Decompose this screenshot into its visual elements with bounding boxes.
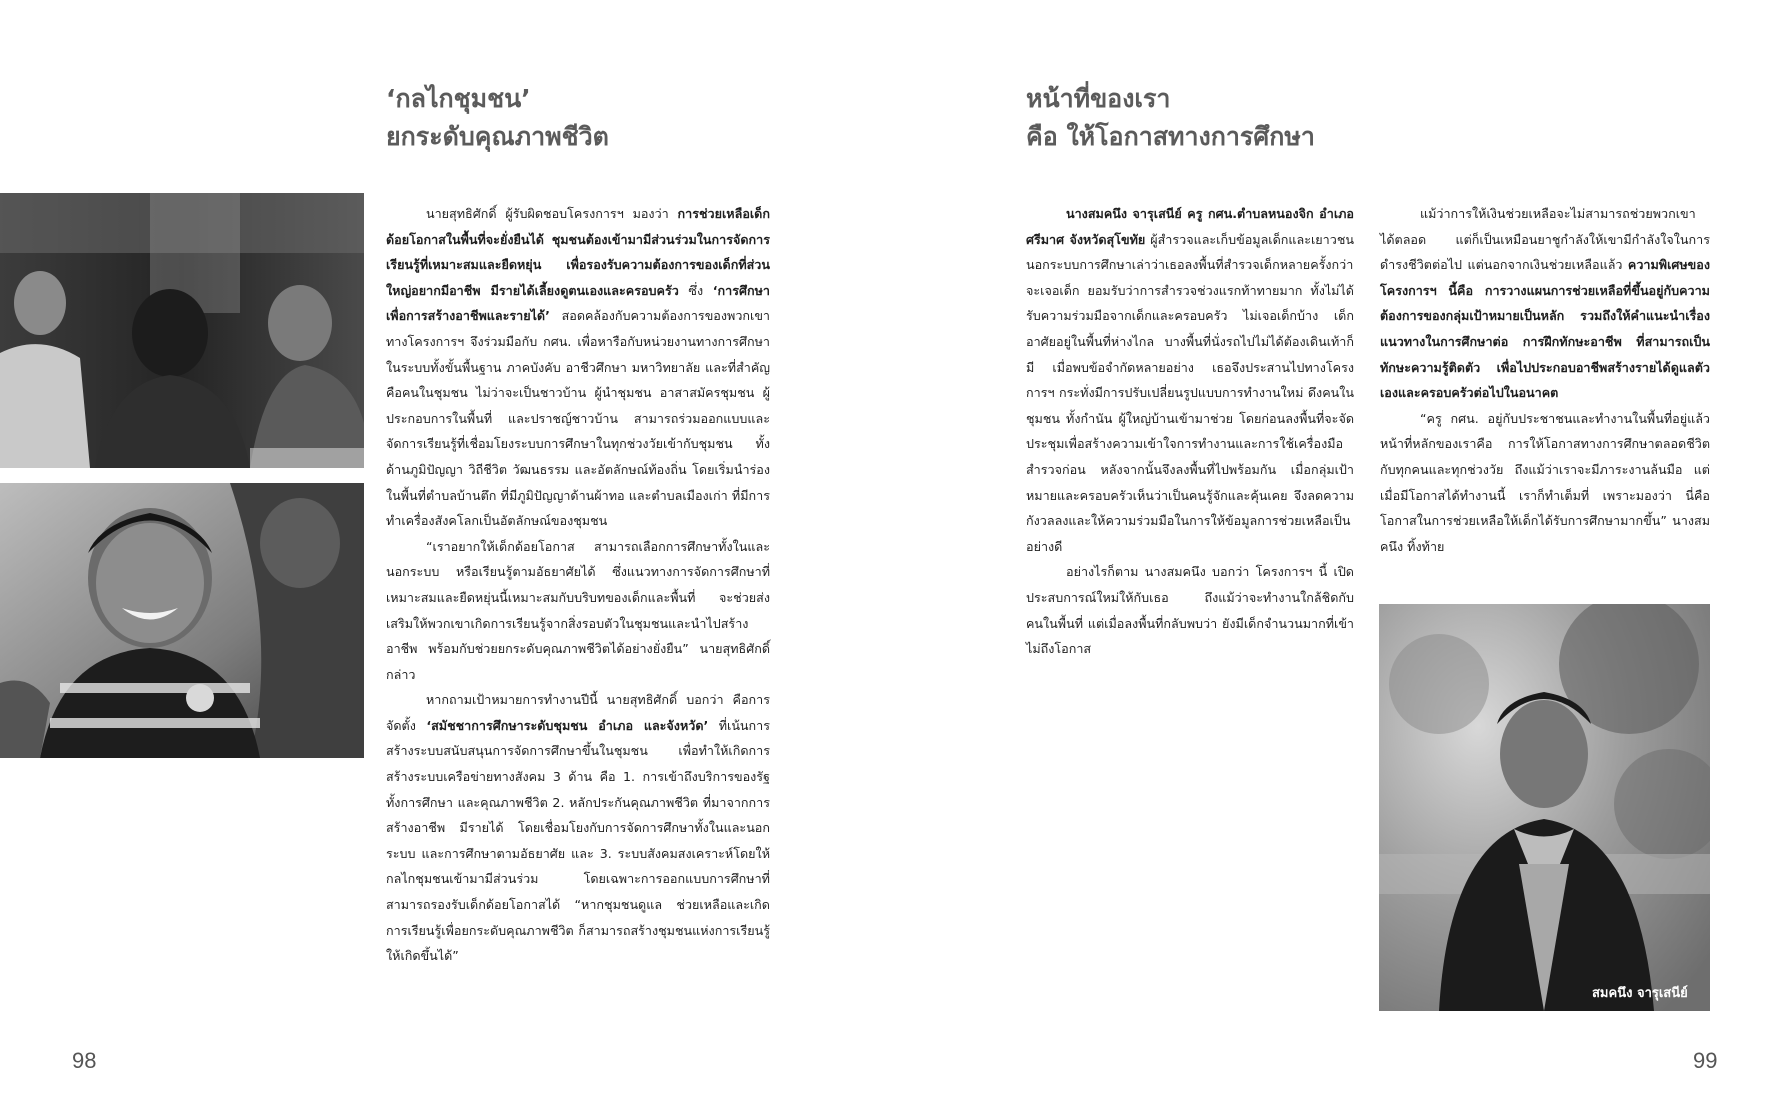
right-col2-paragraph-1	[1380, 201, 1710, 406]
bold-text-run: นางสมคนึง จารุเสนีย์ ครู กศน.ตำบลหนองจิก อำเภอศรีมาศ จังหวัดสุโขทัย	[1026, 206, 1354, 247]
text-run: หากถามเป้าหมายการทำงานปีนี้ นายสุทธิศักดิ์ บอกว่า คือการจัดตั้ง	[386, 692, 770, 733]
text-run: ที่เน้นการสร้างระบบสนับสนุนการจัดการศึกษาขึ้นในชุมชน เพื่อทำให้เกิดการสร้างระบบเครือข่ายทางสังคม 3 ด้าน คือ 1. การเข้าถึงบริการของรัฐ ทั้งการศึกษา และคุณภาพชีวิต 2. หลักประกันคุณภาพชีวิต ที่มาจากการสร้างอาชีพ มีรายได้ โดยเชื่อมโยงกับการจัดการศึกษาทั้งในและนอกระบบ และการศึกษาตามอัธยาศัย และ 3. ระบบสังคมสงเคราะห์โดยให้กลไกชุมชนเข้ามามีส่วนร่วม โดยเฉพาะการออกแบบการศึกษาที่สามารถรองรับเด็กด้อยโอกาสได้ “หากชุมชนดูแล ช่วยเหลือและเกิดการเรียนรู้เพื่อยกระดับคุณภาพชีวิต ก็สามารถสร้างชุมชนแห่งการเรียนรู้ให้เกิดขึ้นได้”	[386, 717, 771, 964]
right-body-column-2	[1380, 201, 1710, 559]
bold-text-run: ‘การศึกษาเพื่อการสร้างอาชีพและรายได้’	[386, 282, 770, 324]
bold-text-run: ความพิเศษของโครงการฯ นี้คือ การวางแผนการช่วยเหลือที่ขึ้นอยู่กับความต้องการของกลุ่มเป้าหมายเป็นหลัก รวมถึงให้คำแนะนำเรื่องแนวทางในการศึกษาต่อ การฝึกทักษะอาชีพ ที่สามารถเป็นทักษะความรู้ติดตัว เพื่อไปประกอบอาชีพสร้างรายได้ดูแลตัวเองและครอบครัวต่อไปในอนาคต	[1380, 257, 1710, 401]
portrait-caption: สมคนึง จารุเสนีย์	[1592, 986, 1688, 1001]
text-run: ผู้สำรวจและเก็บข้อมูลเด็กและเยาวชนนอกระบบการศึกษาเล่าว่าเธอลงพื้นที่สำรวจเด็กหลายครั้งกว่าจะเจอเด็ก ยอมรับว่าการสำรวจช่วงแรกท้าทายมาก ทั้งไม่ได้รับความร่วมมือจากเด็กและครอบครัว ไม่เจอเด็กบ้าง เด็กอาศัยอยู่ในพื้นที่ห่างไกล บางพื้นที่นั่งรถไปไม่ได้ต้องเดินเท้าก็มี เมื่อพบข้อจำกัดหลายอย่าง เธอจึงประสานไปทางโครงการฯ กระทั่งมีการปรับเปลี่ยนรูปแบบการทำงานใหม่ ดึงคนในชุมชน ทั้งกำนัน ผู้ใหญ่บ้านเข้ามาช่วย โดยก่อนลงพื้นที่จะจัดประชุมเพื่อสร้างความเข้าใจการทำงานและการใช้เครื่องมือสำรวจก่อน หลังจากนั้นจึงลงพื้นที่ไปพร้อมกัน เมื่อกลุ่มเป้าหมายและครอบครัวเห็นว่าเป็นคนรู้จักและคุ้นเคย จึงลดความกังวลลงและให้ความร่วมมือในการให้ข้อมูลการช่วยเหลือเป็นอย่างดี	[1026, 231, 1354, 554]
teacher-portrait-photo	[1379, 604, 1710, 1011]
text-run: ซึ่ง	[678, 282, 713, 298]
text-run: “ครู กศน. อยู่กับประชาชนและทำงานในพื้นที่อยู่แล้ว หน้าที่หลักของเราคือ การให้โอกาสทางการศึกษาตลอดชีวิตกับทุกคนและทุกช่วงวัย ถึงแม้ว่าเราจะมีภาระงานล้นมือ แต่เมื่อมีโอกาสได้ทำงานนี้ เราก็ทำเต็มที่ เพราะมองว่า นี่คือโอกาสในการช่วยเหลือให้เด็กได้รับการศึกษามากขึ้น” นางสมคนึง ทิ้งท้าย	[1380, 410, 1710, 554]
left-headline-line-2: ยกระดับคุณภาพชีวิต	[386, 122, 609, 151]
right-headline	[1026, 80, 1315, 156]
text-run: อย่างไรก็ตาม นางสมคนึง บอกว่า โครงการฯ นี้ เปิดประสบการณ์ใหม่ให้กับเธอ ถึงแม้ว่าจะทำงานใกล้ชิดกับคนในพื้นที่ แต่เมื่อลงพื้นที่กลับพบว่า ยังมีเด็กจำนวนมากที่เข้าไม่ถึงโอกาส	[1026, 564, 1354, 657]
text-run: สอดคล้องกับความต้องการของพวกเขา ทางโครงการฯ จึงร่วมมือกับ กศน. เพื่อหารือกับหน่วยงานทางการศึกษาในระบบทั้งขั้นพื้นฐาน ภาคบังคับ อาชีวศึกษา มหาวิทยาลัย และที่สำคัญคือคนในชุมชน ไม่ว่าจะเป็นชาวบ้าน ผู้นำชุมชน อาสาสมัครชุมชน ผู้ประกอบการในพื้นที่ และปราชญ์ชาวบ้าน สามารถร่วมออกแบบและจัดการเรียนรู้ที่เชื่อมโยงระบบการศึกษาในทุกช่วงวัยเข้ากับชุมชน ทั้งด้านภูมิปัญญา วิถีชีวิต วัฒนธรรม และอัตลักษณ์ท้องถิ่น โดยเริ่มนำร่องในพื้นที่ตำบลบ้านตึก ที่มีภูมิปัญญาด้านผ้าทอ และตำบลเมืองเก่า ที่มีการทำเครื่องสังคโลกเป็นอัตลักษณ์ของชุมชน	[386, 308, 770, 529]
left-body-column	[386, 201, 770, 969]
right-page-number: 99	[1693, 1048, 1718, 1073]
left-paragraph-2	[386, 534, 770, 688]
bold-text-run: การช่วยเหลือเด็กด้อยโอกาสในพื้นที่จะยั่งยืนได้ ชุมชนต้องเข้ามามีส่วนร่วมในการจัดการเรียนรู้ที่เหมาะสมและยืดหยุ่น เพื่อรองรับความต้องการของเด็กที่ส่วนใหญ่อยากมีอาชีพ มีรายได้เลี้ยงดูตนเองและครอบครัว	[386, 206, 770, 298]
community-group-photo	[0, 193, 364, 468]
bold-text-run: ‘สมัชชาการศึกษาระดับชุมชน อำเภอ และจังหวัด’	[426, 717, 709, 733]
smiling-boy-photo	[0, 483, 364, 758]
left-page-number: 98	[72, 1048, 97, 1073]
right-body-column-1	[1026, 201, 1354, 662]
left-headline	[386, 80, 609, 156]
right-col1-paragraph-1	[1026, 201, 1354, 559]
left-paragraph-3	[386, 687, 770, 969]
right-col2-paragraph-2	[1380, 406, 1710, 560]
text-run: นายสุทธิศักดิ์ ผู้รับผิดชอบโครงการฯ มองว่า	[426, 206, 678, 221]
left-paragraph-1	[386, 201, 770, 534]
left-headline-line-1: ‘กลไกชุมชน’	[386, 84, 531, 113]
text-run: แม้ว่าการให้เงินช่วยเหลือจะไม่สามารถช่วยพวกเขาได้ตลอด แต่ก็เป็นเหมือนยาชูกำลังให้เขามีกำลังใจในการดำรงชีวิตต่อไป แต่นอกจากเงินช่วยเหลือแล้ว	[1380, 206, 1710, 273]
right-col1-paragraph-2	[1026, 559, 1354, 661]
right-headline-line-2: คือ ให้โอกาสทางการศึกษา	[1026, 122, 1315, 151]
text-run: “เราอยากให้เด็กด้อยโอกาส สามารถเลือกการศึกษาทั้งในและนอกระบบ หรือเรียนรู้ตามอัธยาศัยได้ ซึ่งแนวทางการจัดการศึกษาที่เหมาะสมและยืดหยุ่นนี้เหมาะสมกับบริบทของเด็กและพื้นที่ จะช่วยส่งเสริมให้พวกเขาเกิดการเรียนรู้จากสิ่งรอบตัวในชุมชนและนำไปสร้างอาชีพ พร้อมกับช่วยยกระดับคุณภาพชีวิตได้อย่างยั่งยืน” นายสุทธิศักดิ์ กล่าว	[386, 538, 770, 682]
right-headline-line-1: หน้าที่ของเรา	[1026, 84, 1171, 113]
